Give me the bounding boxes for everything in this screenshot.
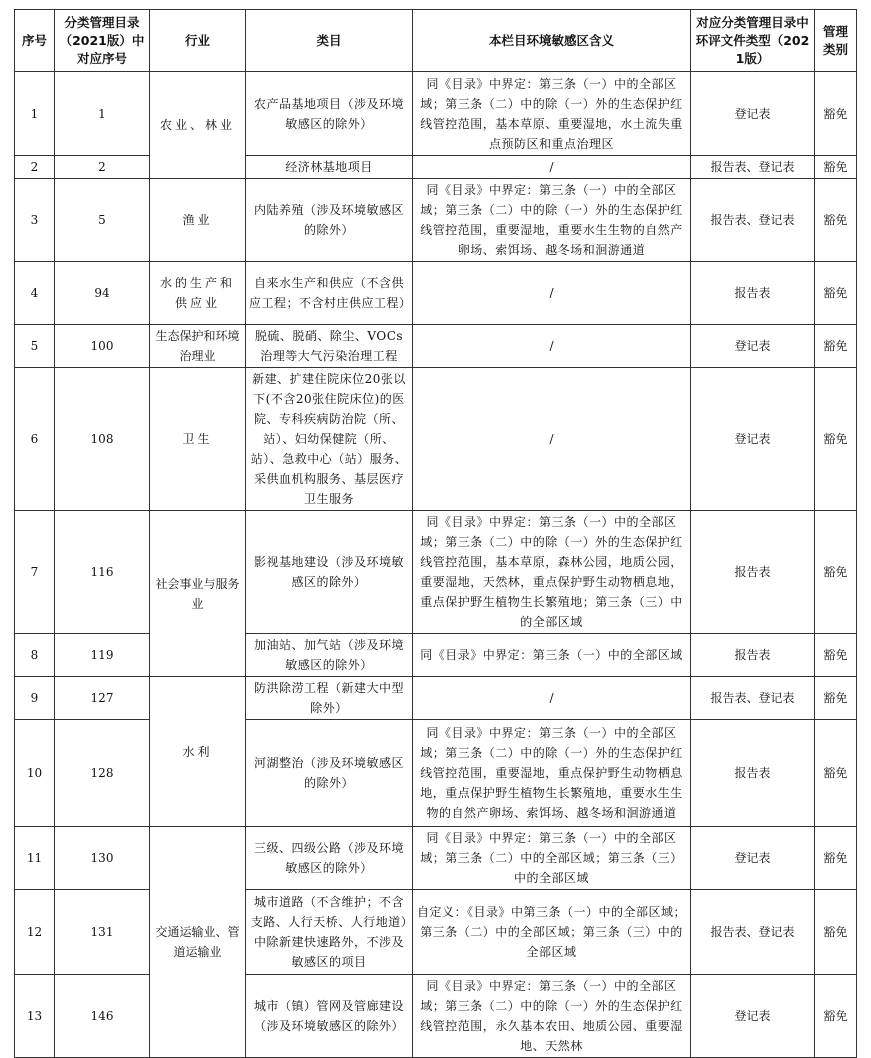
row-meaning: 同《目录》中界定：第三条（一）中的全部区域；第三条（二）中的除（一）外的生态保护红线管控范围，基本草原、重要湿地，水土流失重点预防区和重点治理区 [413, 72, 691, 156]
row-category: 加油站、加气站（涉及环境敏感区的除外） [246, 634, 413, 677]
row-mgmt: 豁免 [815, 72, 857, 156]
row-code: 119 [55, 634, 150, 677]
row-no: 1 [15, 72, 55, 156]
row-industry: 交通运输业、管道运输业 [150, 827, 246, 1058]
row-code: 127 [55, 677, 150, 720]
table-row [15, 72, 857, 156]
row-category: 城市道路（不含维护；不含支路、人行天桥、人行地道）中除新建快速路外，不涉及敏感区的项目 [246, 890, 413, 975]
row-mgmt: 豁免 [815, 634, 857, 677]
row-meaning: 同《目录》中界定：第三条（一）中的全部区域；第三条（二）中的除（一）外的生态保护红线管控范围，永久基本农田、地质公园、重要湿地、天然林 [413, 975, 691, 1058]
row-doc-type: 报告表 [691, 511, 815, 634]
table-row [15, 890, 857, 975]
row-code: 5 [55, 179, 150, 262]
row-code: 108 [55, 368, 150, 511]
row-meaning: 同《目录》中界定：第三条（一）中的全部区域；第三条（二）中的除（一）外的生态保护红线管控范围，基本草原，森林公园，地质公园，重要湿地，天然林，重点保护野生动物栖息地，重点保护野生植物生长繁殖地；第三条（三）中的全部区域 [413, 511, 691, 634]
row-category: 新建、扩建住院床位20张以下(不含20张住院床位)的医院、专科疾病防治院（所、站）、妇幼保健院（所、站）、急救中心（站）服务、采供血机构服务、基层医疗卫生服务 [246, 368, 413, 511]
row-code: 131 [55, 890, 150, 975]
row-code: 2 [55, 156, 150, 179]
row-meaning: 同《目录》中界定：第三条（一）中的全部区域；第三条（二）中的除（一）外的生态保护红线管控范围，重要湿地，重要水生生物的自然产卵场、索饵场、越冬场和洄游通道 [413, 179, 691, 262]
row-code: 1 [55, 72, 150, 156]
row-no: 9 [15, 677, 55, 720]
row-mgmt: 豁免 [815, 677, 857, 720]
table-row [15, 975, 857, 1058]
row-category: 三级、四级公路（涉及环境敏感区的除外） [246, 827, 413, 890]
row-code: 94 [55, 262, 150, 325]
row-doc-type: 登记表 [691, 325, 815, 368]
row-code: 130 [55, 827, 150, 890]
table-row [15, 325, 857, 368]
row-doc-type: 报告表、登记表 [691, 677, 815, 720]
row-doc-type: 报告表 [691, 720, 815, 827]
row-no: 12 [15, 890, 55, 975]
row-doc-type: 登记表 [691, 368, 815, 511]
row-meaning: / [413, 325, 691, 368]
row-category: 城市（镇）管网及管廊建设（涉及环境敏感区的除外） [246, 975, 413, 1058]
row-meaning: / [413, 156, 691, 179]
row-industry: 水利 [150, 677, 246, 827]
row-category: 经济林基地项目 [246, 156, 413, 179]
row-category: 影视基地建设（涉及环境敏感区的除外） [246, 511, 413, 634]
table-row [15, 511, 857, 634]
row-no: 7 [15, 511, 55, 634]
classification-table [14, 9, 857, 1058]
table-row [15, 262, 857, 325]
table-row [15, 827, 857, 890]
row-category: 脱硫、脱硝、除尘、VOCs治理等大气污染治理工程 [246, 325, 413, 368]
row-code: 146 [55, 975, 150, 1058]
row-category: 防洪除涝工程（新建大中型除外） [246, 677, 413, 720]
row-mgmt: 豁免 [815, 368, 857, 511]
row-code: 116 [55, 511, 150, 634]
row-industry: 水的生产和供应业 [150, 262, 246, 325]
row-meaning: 同《目录》中界定：第三条（一）中的全部区域；第三条（二）中的除（一）外的生态保护红线管控范围，重要湿地，重点保护野生动物栖息地，重点保护野生植物生长繁殖地，重要水生生物的自然产卵场、索饵场、越冬场和洄游通道 [413, 720, 691, 827]
table-row [15, 634, 857, 677]
row-no: 11 [15, 827, 55, 890]
row-mgmt: 豁免 [815, 720, 857, 827]
row-mgmt: 豁免 [815, 890, 857, 975]
row-industry: 卫生 [150, 368, 246, 511]
header-category: 类目 [246, 10, 413, 72]
header-mgmt: 管理类别 [815, 10, 857, 72]
row-meaning: / [413, 262, 691, 325]
row-mgmt: 豁免 [815, 156, 857, 179]
table-row [15, 156, 857, 179]
row-industry: 农业、林业 [150, 72, 246, 179]
row-mgmt: 豁免 [815, 511, 857, 634]
header-code: 分类管理目录（2021版）中对应序号 [55, 10, 150, 72]
header-industry: 行业 [150, 10, 246, 72]
row-code: 128 [55, 720, 150, 827]
table-row [15, 677, 857, 720]
row-no: 10 [15, 720, 55, 827]
row-industry: 生态保护和环境治理业 [150, 325, 246, 368]
row-doc-type: 报告表、登记表 [691, 156, 815, 179]
row-no: 5 [15, 325, 55, 368]
row-mgmt: 豁免 [815, 262, 857, 325]
row-no: 8 [15, 634, 55, 677]
row-mgmt: 豁免 [815, 179, 857, 262]
row-doc-type: 登记表 [691, 72, 815, 156]
row-meaning: 同《目录》中界定：第三条（一）中的全部区域 [413, 634, 691, 677]
row-doc-type: 报告表 [691, 262, 815, 325]
row-category: 农产品基地项目（涉及环境敏感区的除外） [246, 72, 413, 156]
row-meaning: 同《目录》中界定：第三条（一）中的全部区域；第三条（二）中的全部区域；第三条（三）中的全部区域 [413, 827, 691, 890]
row-meaning: 自定义：《目录》中第三条（一）中的全部区域；第三条（二）中的全部区域；第三条（三）中的全部区域 [413, 890, 691, 975]
row-doc-type: 报告表 [691, 634, 815, 677]
table-row [15, 179, 857, 262]
row-no: 13 [15, 975, 55, 1058]
row-no: 3 [15, 179, 55, 262]
row-no: 6 [15, 368, 55, 511]
row-category: 内陆养殖（涉及环境敏感区的除外） [246, 179, 413, 262]
row-mgmt: 豁免 [815, 325, 857, 368]
row-category: 自来水生产和供应（不含供应工程；不含村庄供应工程） [246, 262, 413, 325]
table-row [15, 720, 857, 827]
header-row [15, 10, 857, 72]
row-doc-type: 登记表 [691, 827, 815, 890]
row-meaning: / [413, 677, 691, 720]
row-no: 4 [15, 262, 55, 325]
row-mgmt: 豁免 [815, 975, 857, 1058]
header-meaning: 本栏目环境敏感区含义 [413, 10, 691, 72]
row-industry: 社会事业与服务业 [150, 511, 246, 677]
header-no: 序号 [15, 10, 55, 72]
table-row [15, 368, 857, 511]
row-mgmt: 豁免 [815, 827, 857, 890]
row-no: 2 [15, 156, 55, 179]
row-code: 100 [55, 325, 150, 368]
row-doc-type: 登记表 [691, 975, 815, 1058]
header-doc-type: 对应分类管理目录中环评文件类型（2021版） [691, 10, 815, 72]
row-meaning: / [413, 368, 691, 511]
row-industry: 渔业 [150, 179, 246, 262]
row-doc-type: 报告表、登记表 [691, 890, 815, 975]
row-doc-type: 报告表、登记表 [691, 179, 815, 262]
row-category: 河湖整治（涉及环境敏感区的除外） [246, 720, 413, 827]
